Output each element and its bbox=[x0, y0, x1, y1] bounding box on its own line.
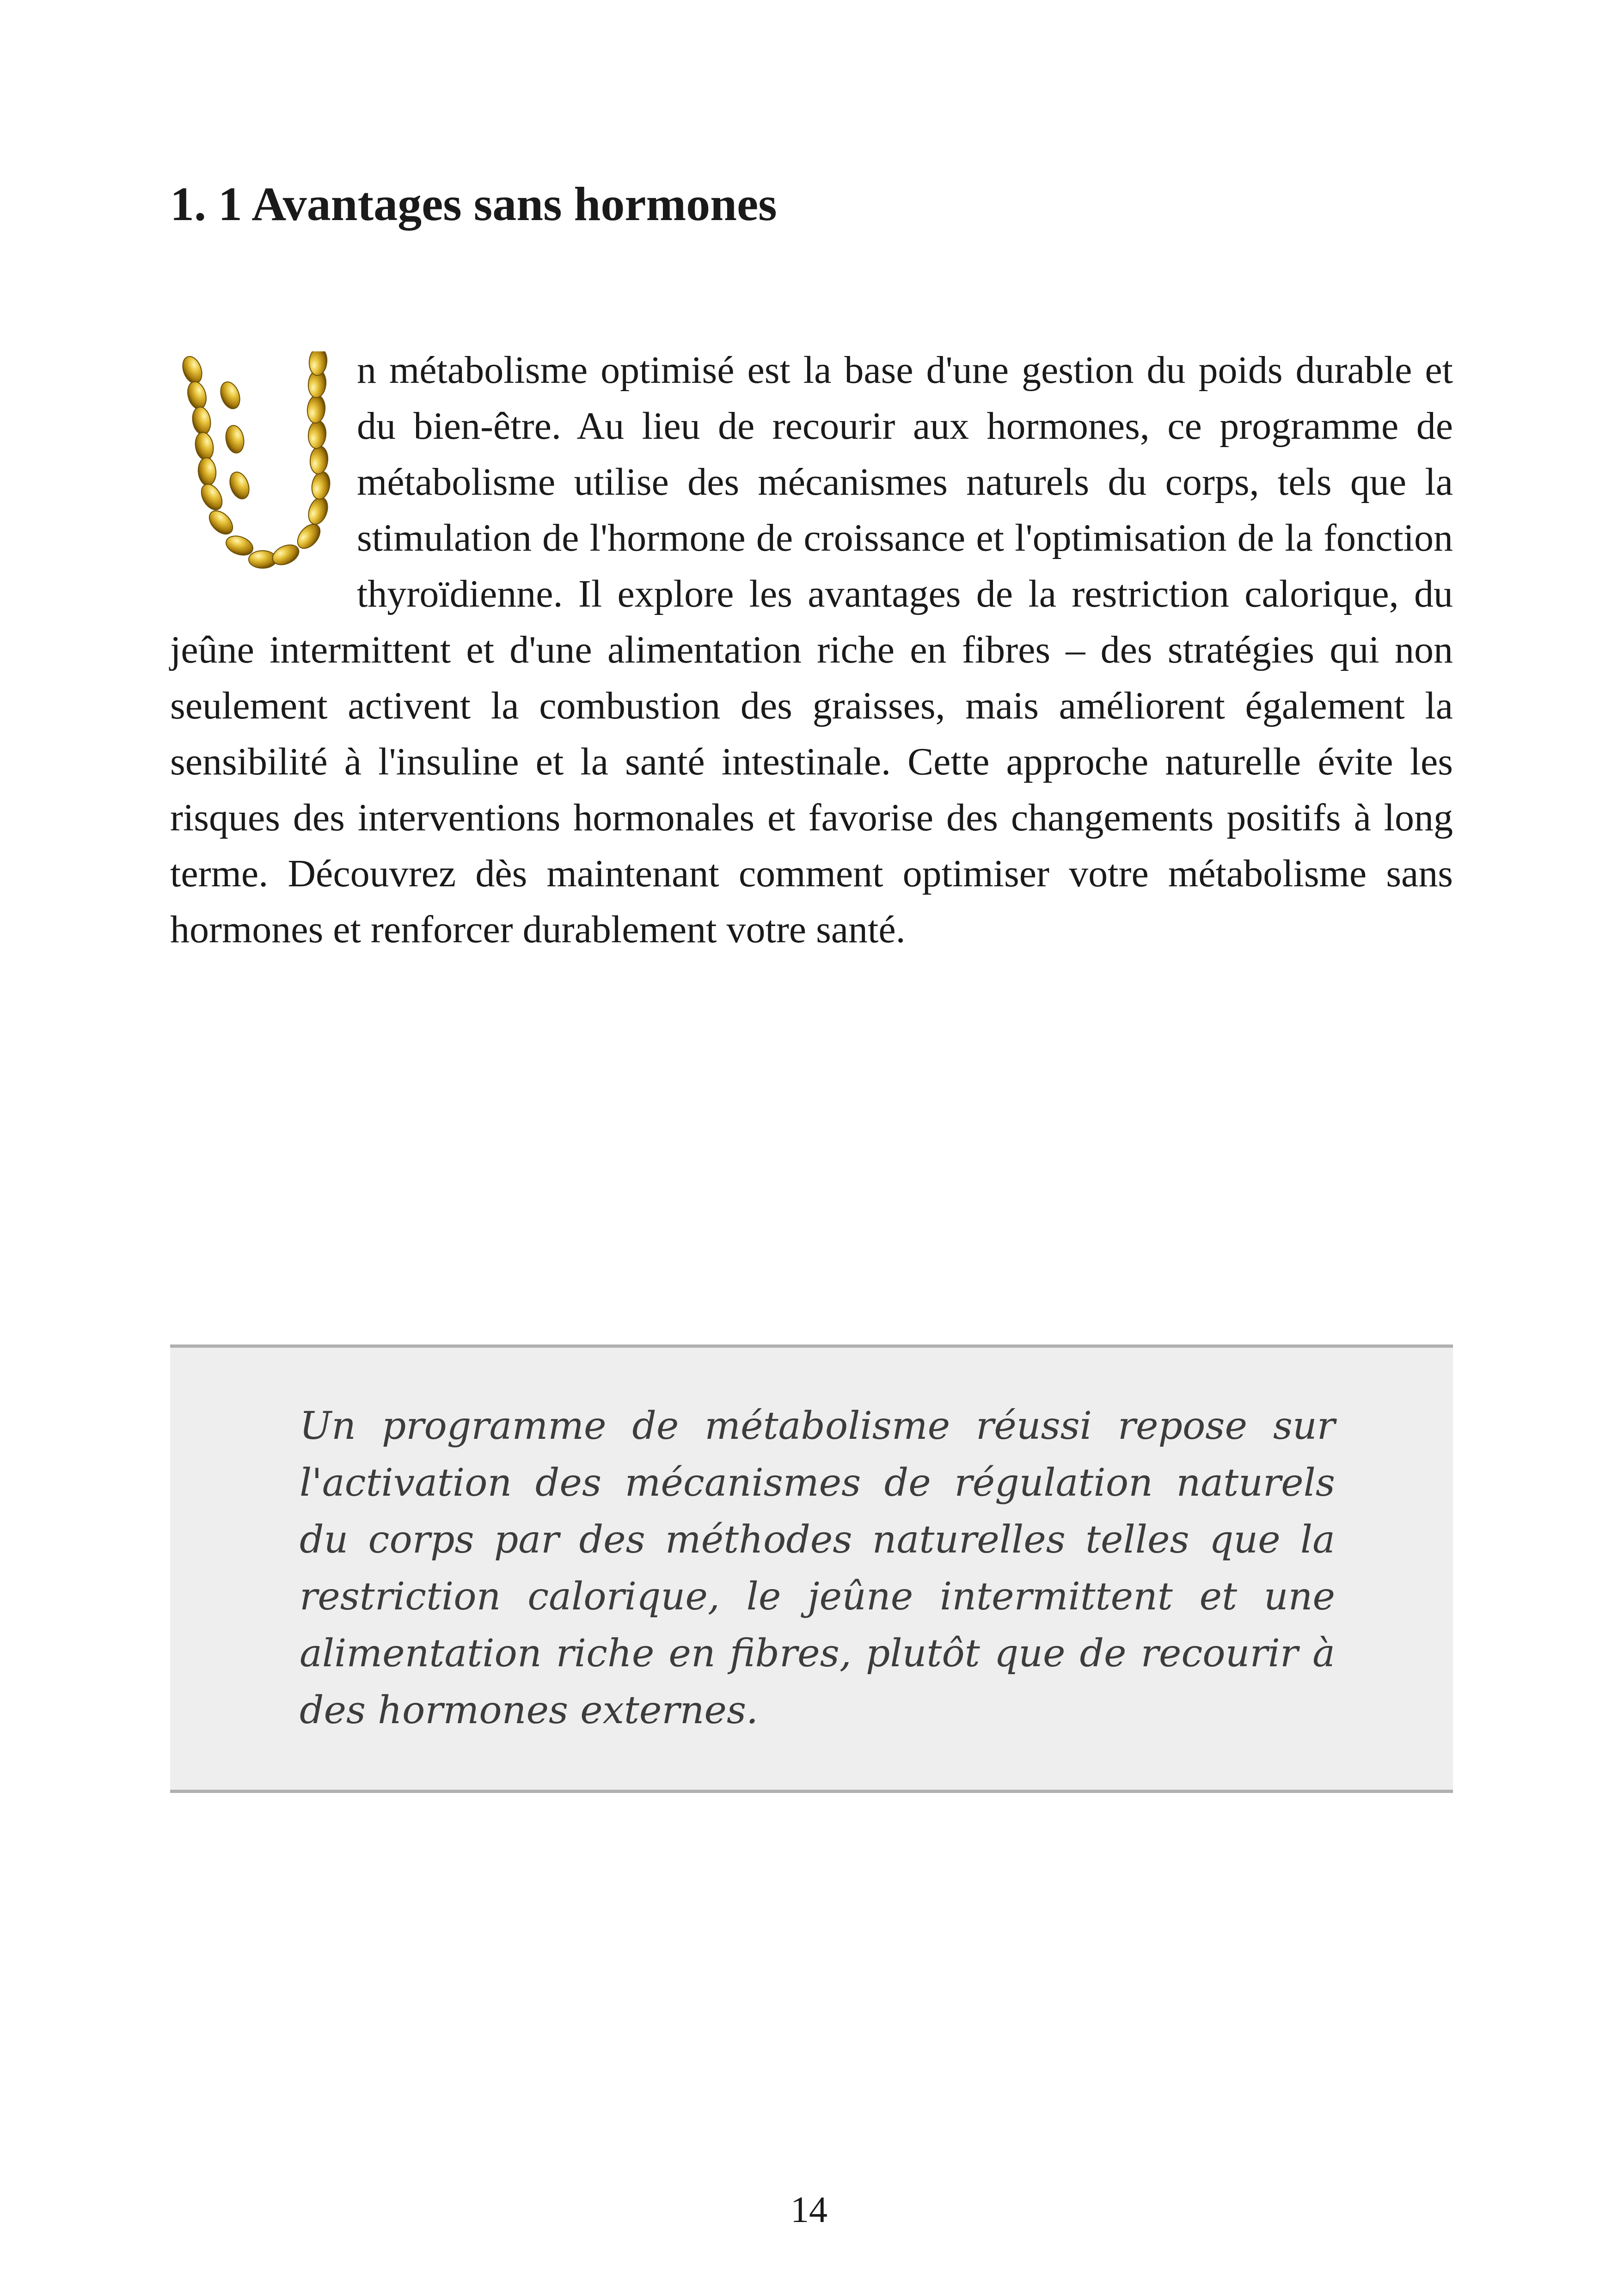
capsule-letter-u-icon bbox=[170, 351, 346, 573]
quote-box bbox=[170, 1344, 1453, 1793]
section-heading: 1. 1 Avantages sans hormones bbox=[170, 178, 777, 231]
quote-text: Un programme de métabolisme réussi repose sur l'activation des mécanismes de régulation naturels du corps par des méthodes naturelles telles que la restriction calorique, le jeûne intermittent et une alimentation riche en fibres, plutôt que de recourir à des hormones externes. bbox=[300, 1404, 1335, 1732]
page-number: 14 bbox=[791, 2190, 827, 2230]
body-block bbox=[170, 342, 1453, 958]
body-paragraph: n métabolisme optimisé est la base d'une gestion du poids durable et du bien-être. Au lieu de recourir aux hormones, ce programme de métabolisme utilise des mécanismes naturels du corps, tels que la stimulation de l'hormone de croissance et l'optimisation de la fonction thyroïdienne. Il explore les avantages de la restriction calorique, du jeûne intermittent et d'une alimentation riche en fibres – des stratégies qui non seulement activent la combustion des graisses, mais améliorent également la sensibilité à l'insuline et la santé intestinale. Cette approche naturelle évite les risques des interventions hormonales et favorise des changements positifs à long terme. Découvrez dès maintenant comment optimiser votre métabolisme sans hormones et renforcer durablement votre santé. bbox=[170, 349, 1453, 951]
